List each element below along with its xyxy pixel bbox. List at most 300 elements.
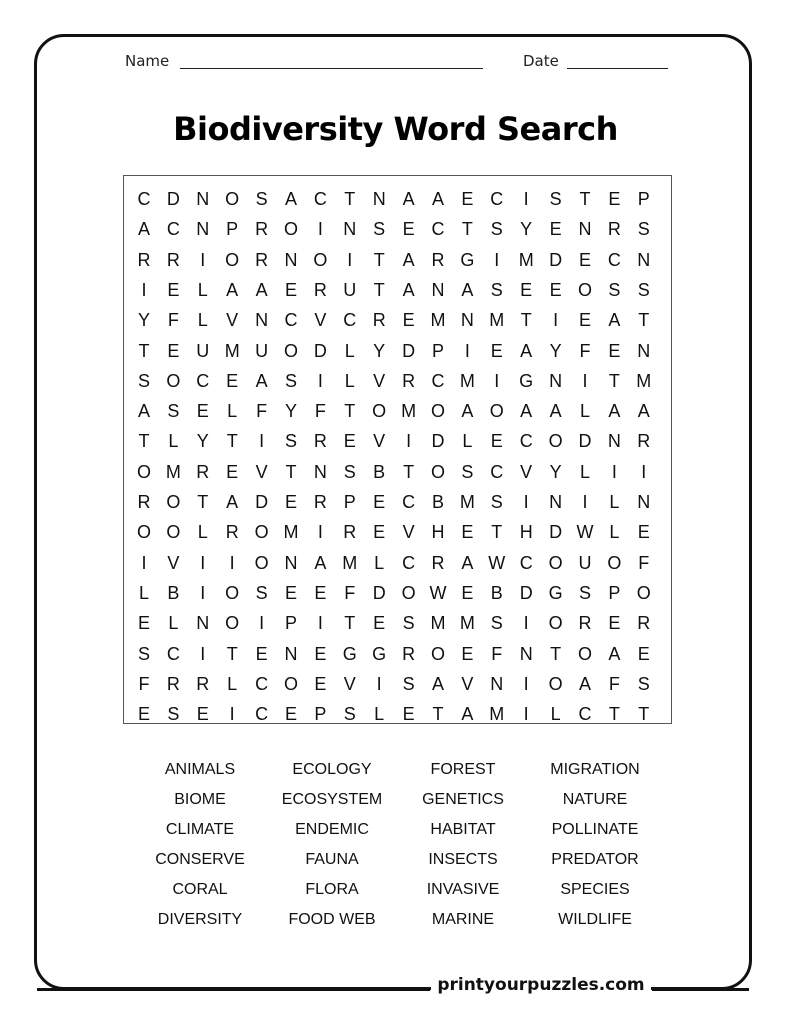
grid-letter: E: [490, 340, 503, 361]
grid-letter: R: [372, 310, 386, 331]
grid-letter: E: [167, 340, 180, 361]
grid-letter: R: [402, 370, 416, 391]
grid-letter: A: [314, 552, 327, 573]
letter-grid: [123, 175, 672, 724]
grid-letter: D: [549, 249, 563, 270]
grid-letter: N: [196, 219, 210, 240]
grid-letter: M: [459, 613, 475, 634]
grid-letter: R: [313, 431, 327, 452]
grid-letter: E: [137, 704, 150, 725]
word-list-item: DIVERSITY: [157, 911, 243, 928]
grid-letter: P: [314, 704, 327, 725]
grid-letter: T: [285, 461, 297, 482]
grid-letter: E: [167, 279, 180, 300]
grid-letter: I: [406, 431, 412, 452]
grid-row: [124, 457, 673, 487]
word-list-item: ECOLOGY: [292, 761, 372, 778]
grid-letter: L: [609, 492, 620, 512]
grid-letter: R: [255, 219, 269, 240]
grid-letter: A: [461, 279, 474, 300]
grid-letter: N: [255, 310, 269, 331]
grid-letter: I: [259, 431, 265, 452]
grid-letter: S: [549, 189, 562, 209]
grid-letter: R: [578, 613, 592, 634]
grid-letter: R: [225, 522, 239, 543]
grid-letter: V: [226, 310, 239, 331]
grid-letter: V: [167, 552, 180, 573]
grid-letter: N: [549, 370, 563, 391]
grid-row: [124, 487, 673, 517]
word-list-item: CORAL: [172, 881, 228, 898]
grid-letter: T: [197, 492, 209, 512]
grid-letter: G: [372, 643, 387, 664]
grid-letter: N: [490, 673, 504, 694]
grid-letter: M: [430, 613, 446, 634]
word-list-item: INSECTS: [428, 851, 498, 868]
grid-letter: I: [317, 219, 323, 240]
grid-letter: A: [431, 189, 444, 209]
grid-letter: C: [255, 673, 269, 694]
grid-letter: O: [372, 401, 387, 422]
grid-letter: O: [283, 219, 298, 240]
grid-letter: I: [200, 643, 206, 664]
grid-letter: C: [490, 189, 504, 209]
grid-letter: C: [607, 249, 621, 270]
word-list-item: MIGRATION: [550, 761, 640, 778]
grid-letter: A: [461, 401, 474, 422]
grid-letter: E: [255, 643, 268, 664]
grid-row: [124, 214, 673, 244]
grid-letter: R: [196, 461, 210, 482]
grid-letter: C: [137, 189, 151, 209]
grid-letter: T: [520, 310, 532, 331]
grid-letter: V: [255, 461, 268, 482]
grid-letter: M: [459, 492, 475, 512]
grid-letter: E: [284, 279, 297, 300]
grid-letter: O: [548, 613, 563, 634]
grid-letter: L: [579, 461, 590, 482]
grid-letter: A: [520, 401, 533, 422]
grid-letter: R: [402, 643, 416, 664]
word-list-item: ENDEMIC: [295, 821, 369, 838]
word-list-item: FOOD WEB: [288, 911, 376, 928]
grid-letter: A: [226, 279, 239, 300]
grid-letter: E: [343, 431, 356, 452]
grid-letter: D: [402, 340, 416, 361]
grid-letter: S: [255, 582, 268, 603]
grid-letter: L: [374, 552, 385, 573]
footer-rule-right: [652, 988, 749, 991]
grid-row: [124, 608, 673, 638]
grid-letter: R: [343, 522, 357, 543]
grid-row: [124, 578, 673, 608]
grid-letter: N: [519, 643, 533, 664]
grid-letter: F: [344, 582, 356, 603]
grid-row: [124, 396, 673, 426]
grid-letter: C: [166, 219, 180, 240]
grid-letter: N: [284, 643, 298, 664]
grid-letter: Y: [196, 431, 209, 452]
grid-letter: Y: [284, 401, 297, 422]
grid-letter: O: [166, 370, 181, 391]
word-list-item: ECOSYSTEM: [281, 791, 383, 808]
grid-letter: A: [255, 370, 268, 391]
grid-letter: L: [197, 310, 208, 331]
word-list-item: PREDATOR: [551, 851, 639, 868]
grid-letter: W: [488, 552, 506, 573]
grid-letter: R: [166, 249, 180, 270]
word-list-item: FAUNA: [305, 851, 359, 868]
grid-letter: V: [373, 431, 386, 452]
grid-letter: L: [462, 431, 473, 452]
grid-letter: E: [314, 582, 327, 603]
grid-letter: E: [284, 582, 297, 603]
grid-letter: N: [578, 219, 592, 240]
grid-letter: I: [523, 492, 529, 512]
grid-letter: T: [638, 310, 650, 331]
grid-letter: T: [373, 249, 385, 270]
grid-letter: M: [401, 401, 417, 422]
grid-letter: A: [431, 673, 444, 694]
word-list-item: WILDLIFE: [558, 911, 632, 928]
word-list-item: CLIMATE: [165, 821, 235, 838]
grid-letter: T: [344, 189, 356, 209]
grid-letter: F: [167, 310, 179, 331]
grid-letter: V: [314, 310, 327, 331]
grid-letter: D: [578, 431, 592, 452]
grid-letter: D: [166, 189, 180, 209]
grid-letter: E: [608, 340, 621, 361]
grid-letter: E: [520, 279, 533, 300]
page-title: Biodiversity Word Search: [173, 110, 618, 148]
grid-letter: R: [637, 431, 651, 452]
grid-letter: O: [430, 401, 445, 422]
grid-letter: W: [429, 582, 447, 603]
grid-letter: Y: [549, 461, 562, 482]
word-list-item: HABITAT: [430, 821, 496, 838]
grid-letter: I: [494, 249, 500, 270]
grid-letter: T: [491, 522, 503, 543]
grid-letter: O: [166, 522, 181, 543]
grid-letter: B: [167, 582, 180, 603]
grid-letter: E: [461, 189, 474, 209]
grid-letter: H: [519, 522, 533, 543]
word-list-item: MARINE: [431, 911, 495, 928]
grid-letter: F: [608, 673, 620, 694]
site-footer: printyourpuzzles.com: [431, 975, 651, 995]
grid-letter: M: [489, 704, 505, 725]
grid-letter: L: [344, 340, 355, 361]
grid-letter: A: [637, 401, 650, 422]
grid-row: [124, 517, 673, 547]
grid-letter: C: [402, 552, 416, 573]
grid-letter: R: [607, 219, 621, 240]
grid-letter: O: [136, 522, 151, 543]
name-line: [180, 68, 483, 69]
grid-letter: N: [637, 249, 651, 270]
grid-letter: I: [523, 613, 529, 634]
word-list-item: GENETICS: [422, 791, 504, 808]
grid-letter: S: [461, 461, 474, 482]
grid-letter: C: [578, 704, 592, 725]
grid-letter: D: [549, 522, 563, 543]
grid-letter: S: [637, 673, 650, 694]
grid-letter: A: [226, 492, 239, 512]
grid-letter: E: [196, 704, 209, 725]
grid-row: [124, 245, 673, 275]
grid-letter: D: [431, 431, 445, 452]
grid-letter: A: [284, 189, 297, 209]
grid-letter: H: [431, 522, 445, 543]
grid-letter: L: [197, 279, 208, 300]
grid-letter: D: [372, 582, 386, 603]
grid-letter: I: [229, 704, 235, 725]
grid-row: [124, 366, 673, 396]
grid-letter: I: [200, 249, 206, 270]
grid-letter: M: [283, 522, 299, 543]
grid-letter: E: [578, 249, 591, 270]
grid-letter: F: [138, 673, 150, 694]
grid-letter: A: [578, 673, 591, 694]
grid-letter: O: [225, 582, 240, 603]
grid-letter: I: [317, 522, 323, 543]
grid-letter: L: [168, 613, 179, 634]
grid-letter: Y: [137, 310, 150, 331]
grid-letter: T: [138, 340, 150, 361]
grid-letter: U: [196, 340, 210, 361]
grid-letter: V: [343, 673, 356, 694]
grid-letter: I: [200, 552, 206, 573]
grid-letter: O: [607, 552, 622, 573]
grid-letter: T: [226, 643, 238, 664]
grid-letter: L: [227, 673, 238, 694]
grid-letter: W: [576, 522, 594, 543]
grid-letter: T: [550, 643, 562, 664]
grid-letter: O: [166, 492, 181, 512]
grid-letter: T: [344, 401, 356, 422]
grid-letter: E: [402, 704, 415, 725]
grid-letter: R: [313, 492, 327, 512]
grid-letter: C: [519, 552, 533, 573]
grid-letter: T: [461, 219, 473, 240]
grid-letter: R: [196, 673, 210, 694]
grid-letter: R: [166, 673, 180, 694]
word-list-item: POLLINATE: [551, 821, 639, 838]
grid-letter: M: [636, 370, 652, 391]
grid-letter: I: [582, 370, 588, 391]
footer-rule-left: [37, 988, 430, 991]
grid-letter: T: [344, 613, 356, 634]
word-list-item: FOREST: [430, 761, 496, 778]
grid-letter: C: [196, 370, 210, 391]
grid-letter: C: [490, 461, 504, 482]
grid-letter: O: [489, 401, 504, 422]
grid-letter: S: [284, 370, 297, 391]
word-list-item: NATURE: [562, 791, 628, 808]
grid-letter: B: [373, 461, 386, 482]
grid-letter: N: [284, 552, 298, 573]
grid-letter: S: [578, 582, 591, 603]
grid-letter: Y: [373, 340, 386, 361]
grid-letter: T: [226, 431, 238, 452]
grid-letter: C: [402, 492, 416, 512]
grid-letter: S: [490, 219, 503, 240]
grid-letter: R: [431, 249, 445, 270]
grid-letter: V: [520, 461, 533, 482]
grid-letter: O: [401, 582, 416, 603]
grid-letter: O: [548, 552, 563, 573]
grid-letter: T: [608, 370, 620, 391]
grid-letter: T: [608, 704, 620, 725]
grid-letter: C: [284, 310, 298, 331]
grid-row: [124, 275, 673, 305]
grid-letter: E: [373, 522, 386, 543]
grid-letter: S: [402, 613, 415, 634]
grid-letter: S: [167, 401, 180, 422]
grid-row: [124, 669, 673, 699]
grid-letter: E: [137, 613, 150, 634]
grid-letter: S: [343, 461, 356, 482]
grid-letter: E: [608, 189, 621, 209]
grid-letter: S: [608, 279, 621, 300]
grid-letter: T: [579, 189, 591, 209]
grid-letter: S: [137, 370, 150, 391]
grid-letter: O: [225, 613, 240, 634]
grid-letter: N: [343, 219, 357, 240]
grid-letter: O: [577, 643, 592, 664]
grid-letter: A: [461, 704, 474, 725]
grid-letter: O: [254, 552, 269, 573]
grid-letter: S: [255, 189, 268, 209]
word-list-item: ANIMALS: [164, 761, 236, 778]
grid-letter: I: [259, 613, 265, 634]
name-label: Name: [125, 52, 170, 70]
word-list-item: BIOME: [174, 791, 226, 808]
grid-letter: N: [607, 431, 621, 452]
grid-letter: L: [579, 401, 590, 422]
grid-letter: I: [523, 673, 529, 694]
grid-letter: S: [167, 704, 180, 725]
word-list-item: SPECIES: [560, 881, 630, 898]
grid-letter: O: [636, 582, 651, 603]
grid-row: [124, 426, 673, 456]
grid-letter: S: [284, 431, 297, 452]
grid-letter: E: [284, 492, 297, 512]
grid-letter: O: [548, 673, 563, 694]
grid-letter: A: [402, 189, 415, 209]
grid-letter: Y: [520, 219, 533, 240]
grid-letter: B: [431, 492, 444, 512]
grid-letter: I: [141, 552, 147, 573]
grid-letter: I: [523, 704, 529, 725]
grid-letter: P: [431, 340, 444, 361]
grid-letter: N: [460, 310, 474, 331]
grid-letter: T: [138, 431, 150, 452]
grid-letter: D: [313, 340, 327, 361]
grid-letter: E: [284, 704, 297, 725]
grid-letter: I: [229, 552, 235, 573]
grid-letter: L: [138, 582, 149, 603]
grid-row: [124, 699, 673, 729]
grid-letter: M: [342, 552, 358, 573]
word-list-item: INVASIVE: [426, 881, 500, 898]
grid-letter: E: [578, 310, 591, 331]
grid-letter: N: [196, 613, 210, 634]
grid-letter: T: [432, 704, 444, 725]
grid-letter: O: [313, 249, 328, 270]
grid-letter: A: [137, 219, 150, 240]
grid-letter: I: [141, 279, 147, 300]
grid-letter: G: [342, 643, 357, 664]
grid-letter: E: [549, 279, 562, 300]
date-line: [567, 68, 668, 69]
grid-letter: E: [461, 643, 474, 664]
grid-letter: T: [638, 704, 650, 725]
grid-letter: F: [256, 401, 268, 422]
grid-letter: I: [553, 310, 559, 331]
grid-letter: E: [373, 492, 386, 512]
grid-letter: R: [255, 249, 269, 270]
grid-letter: E: [314, 643, 327, 664]
grid-letter: E: [196, 401, 209, 422]
grid-letter: S: [490, 279, 503, 300]
grid-letter: L: [227, 401, 238, 422]
grid-letter: M: [459, 370, 475, 391]
word-list-item: CONSERVE: [155, 851, 245, 868]
grid-letter: I: [523, 189, 529, 209]
grid-letter: V: [373, 370, 386, 391]
grid-letter: G: [460, 249, 475, 270]
grid-letter: I: [494, 370, 500, 391]
grid-letter: I: [317, 613, 323, 634]
grid-letter: I: [611, 461, 617, 482]
grid-letter: A: [255, 279, 268, 300]
grid-letter: S: [137, 643, 150, 664]
grid-row: [124, 336, 673, 366]
grid-letter: C: [343, 310, 357, 331]
grid-letter: R: [431, 552, 445, 573]
grid-letter: P: [637, 189, 650, 209]
grid-letter: U: [578, 552, 592, 573]
grid-letter: F: [491, 643, 503, 664]
grid-letter: L: [168, 431, 179, 452]
grid-letter: R: [313, 279, 327, 300]
grid-letter: O: [430, 461, 445, 482]
grid-letter: N: [637, 340, 651, 361]
grid-letter: V: [402, 522, 415, 543]
grid-letter: E: [608, 613, 621, 634]
grid-letter: I: [200, 582, 206, 603]
grid-letter: V: [461, 673, 474, 694]
grid-letter: D: [519, 582, 533, 603]
grid-letter: E: [314, 673, 327, 694]
grid-letter: U: [343, 279, 357, 300]
grid-letter: L: [609, 522, 620, 543]
grid-letter: B: [490, 582, 503, 603]
grid-letter: S: [637, 219, 650, 240]
grid-letter: A: [549, 401, 562, 422]
grid-letter: I: [376, 673, 382, 694]
grid-letter: P: [284, 613, 297, 634]
grid-letter: P: [226, 219, 239, 240]
grid-letter: E: [226, 370, 239, 391]
grid-letter: E: [637, 522, 650, 543]
grid-letter: R: [637, 613, 651, 634]
grid-letter: C: [431, 219, 445, 240]
grid-letter: I: [317, 370, 323, 391]
grid-letter: N: [549, 492, 563, 512]
grid-letter: M: [518, 249, 534, 270]
